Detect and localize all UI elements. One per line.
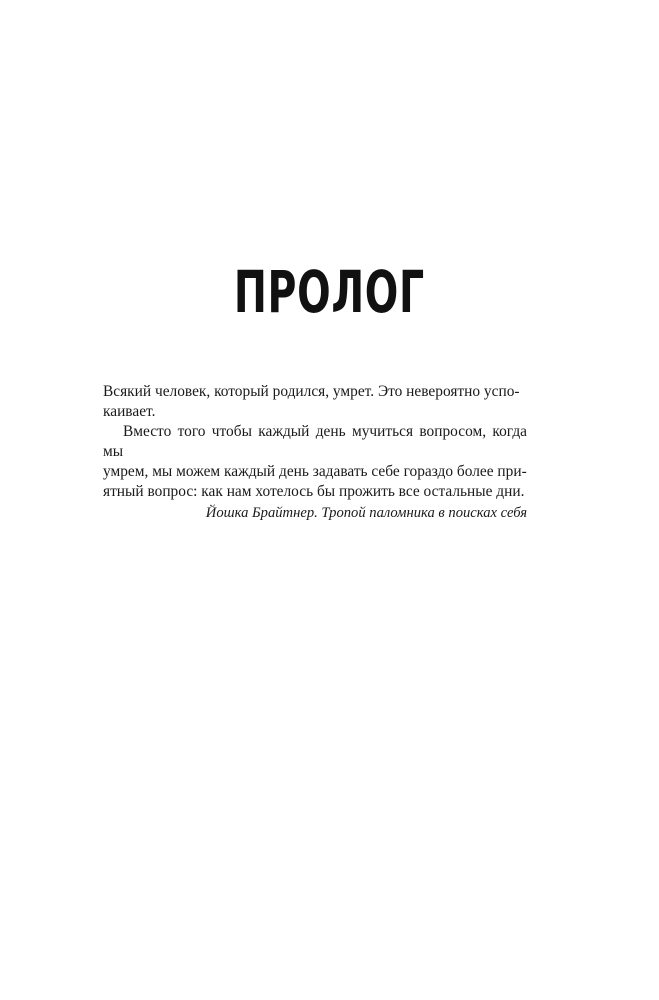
epigraph-paragraph-1-line-2: каивает. — [103, 403, 156, 420]
epigraph — [103, 382, 527, 523]
epigraph-paragraph-2-line-3: ятный вопрос: как нам хотелось бы прожить все остальные дни. — [103, 483, 525, 500]
epigraph-paragraph-2-line-2: умрем, мы можем каждый день задавать себе гораздо более при- — [103, 463, 527, 480]
epigraph-paragraph-2-line-1: Вместо того чтобы каждый день мучиться вопросом, когда мы — [103, 423, 527, 460]
chapter-title: ПРОЛОГ — [233, 258, 425, 326]
epigraph-paragraph-1-line-1: Всякий человек, который родился, умрет. Это невероятно успо- — [103, 383, 520, 400]
epigraph-attribution: Йошка Брайтнер. Тропой паломника в поисках себя — [205, 505, 527, 521]
